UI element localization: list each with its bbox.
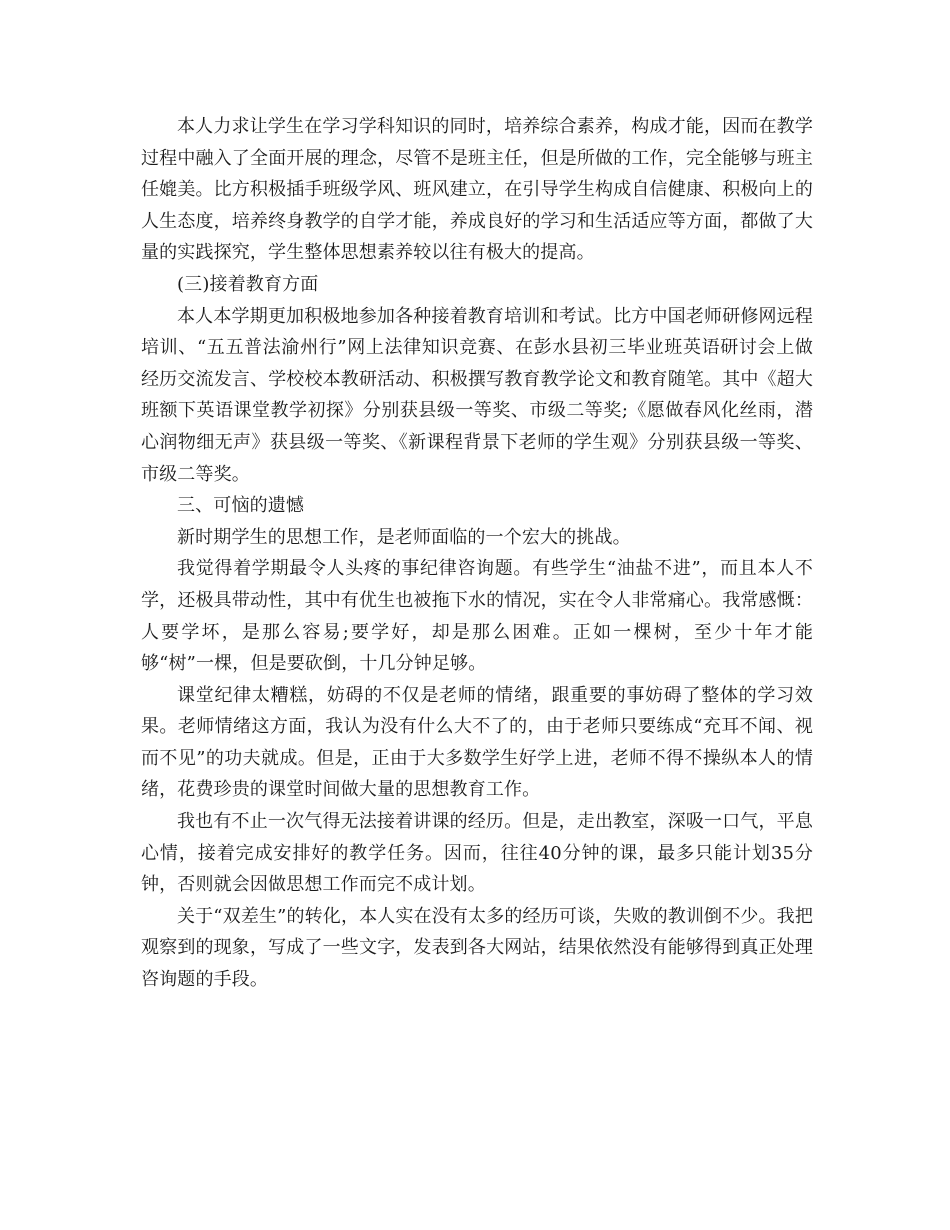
paragraph-intro: 本人力求让学生在学习学科知识的同时，培养综合素养，构成才能，因而在教学过程中融入了全面开展的理念，尽管不是班主任，但是所做的工作，完全能够与班主任媲美。比方积极插手班级学风、班风建立，在引导学生构成自信健康、积极向上的人生态度，培养终身教学的自学才能，养成良好的学习和生活适应等方面，都做了大量的实践探究，学生整体思想素养较以往有极大的提高。 bbox=[141, 116, 813, 264]
paragraph-lesson-time: 我也有不止一次气得无法接着讲课的经历。但是，走出教室，深吸一口气，平息心情，接着完成安排好的教学任务。因而，往往40分钟的课，最多只能计划35分钟，否则就会因做思想工作而完不成计划。 bbox=[141, 811, 813, 896]
section-heading-regrets: 三、可恼的遗憾 bbox=[177, 495, 305, 517]
paragraph-discipline: 我觉得着学期最令人头疼的事纪律咨询题。有些学生“油盐不进”，而且本人不学，还极具带动性，其中有优生也被拖下水的情况，实在令人非常痛心。我常感慨：人要学坏，是那么容易;要学好，却是那么困难。正如一棵树，至少十年才能够“树”一棵，但是要砍倒，十几分钟足够。 bbox=[141, 558, 813, 675]
paragraph-challenge: 新时期学生的思想工作，是老师面临的一个宏大的挑战。 bbox=[177, 526, 631, 548]
paragraph-classroom: 课堂纪律太糟糕，妨碍的不仅是老师的情绪，跟重要的事妨碍了整体的学习效果。老师情绪这方面，我认为没有什么大不了的，由于老师只要练成“充耳不闻、视而不见”的功夫就成。但是，正由于大多数学生好学上进，老师不得不操纵本人的情绪，花费珍贵的课堂时间做大量的思想教育工作。 bbox=[141, 684, 813, 801]
section-heading-continuing-education: (三)接着教育方面 bbox=[177, 273, 319, 295]
paragraph-underachievers: 关于“双差生”的转化，本人实在没有太多的经历可谈，失败的教训倒不少。我把观察到的现象，写成了一些文字，发表到各大网站，结果依然没有能够得到真正处理咨询题的手段。 bbox=[141, 905, 813, 991]
paragraph-continuing-education: 本人本学期更加积极地参加各种接着教育培训和考试。比方中国老师研修网远程培训、“五五普法渝州行”网上法律知识竞赛、在彭水县初三毕业班英语研讨会上做经历交流发言、学校校本教研活动、积极撰写教育教学论文和教育随笔。其中《超大班额下英语课堂教学初探》分别获县级一等奖、市级二等奖;《愿做春风化丝雨，潜心润物细无声》获县级一等奖、《新课程背景下老师的学生观》分别获县级一等奖、市级二等奖。 bbox=[141, 305, 813, 485]
document-body bbox=[141, 111, 813, 996]
